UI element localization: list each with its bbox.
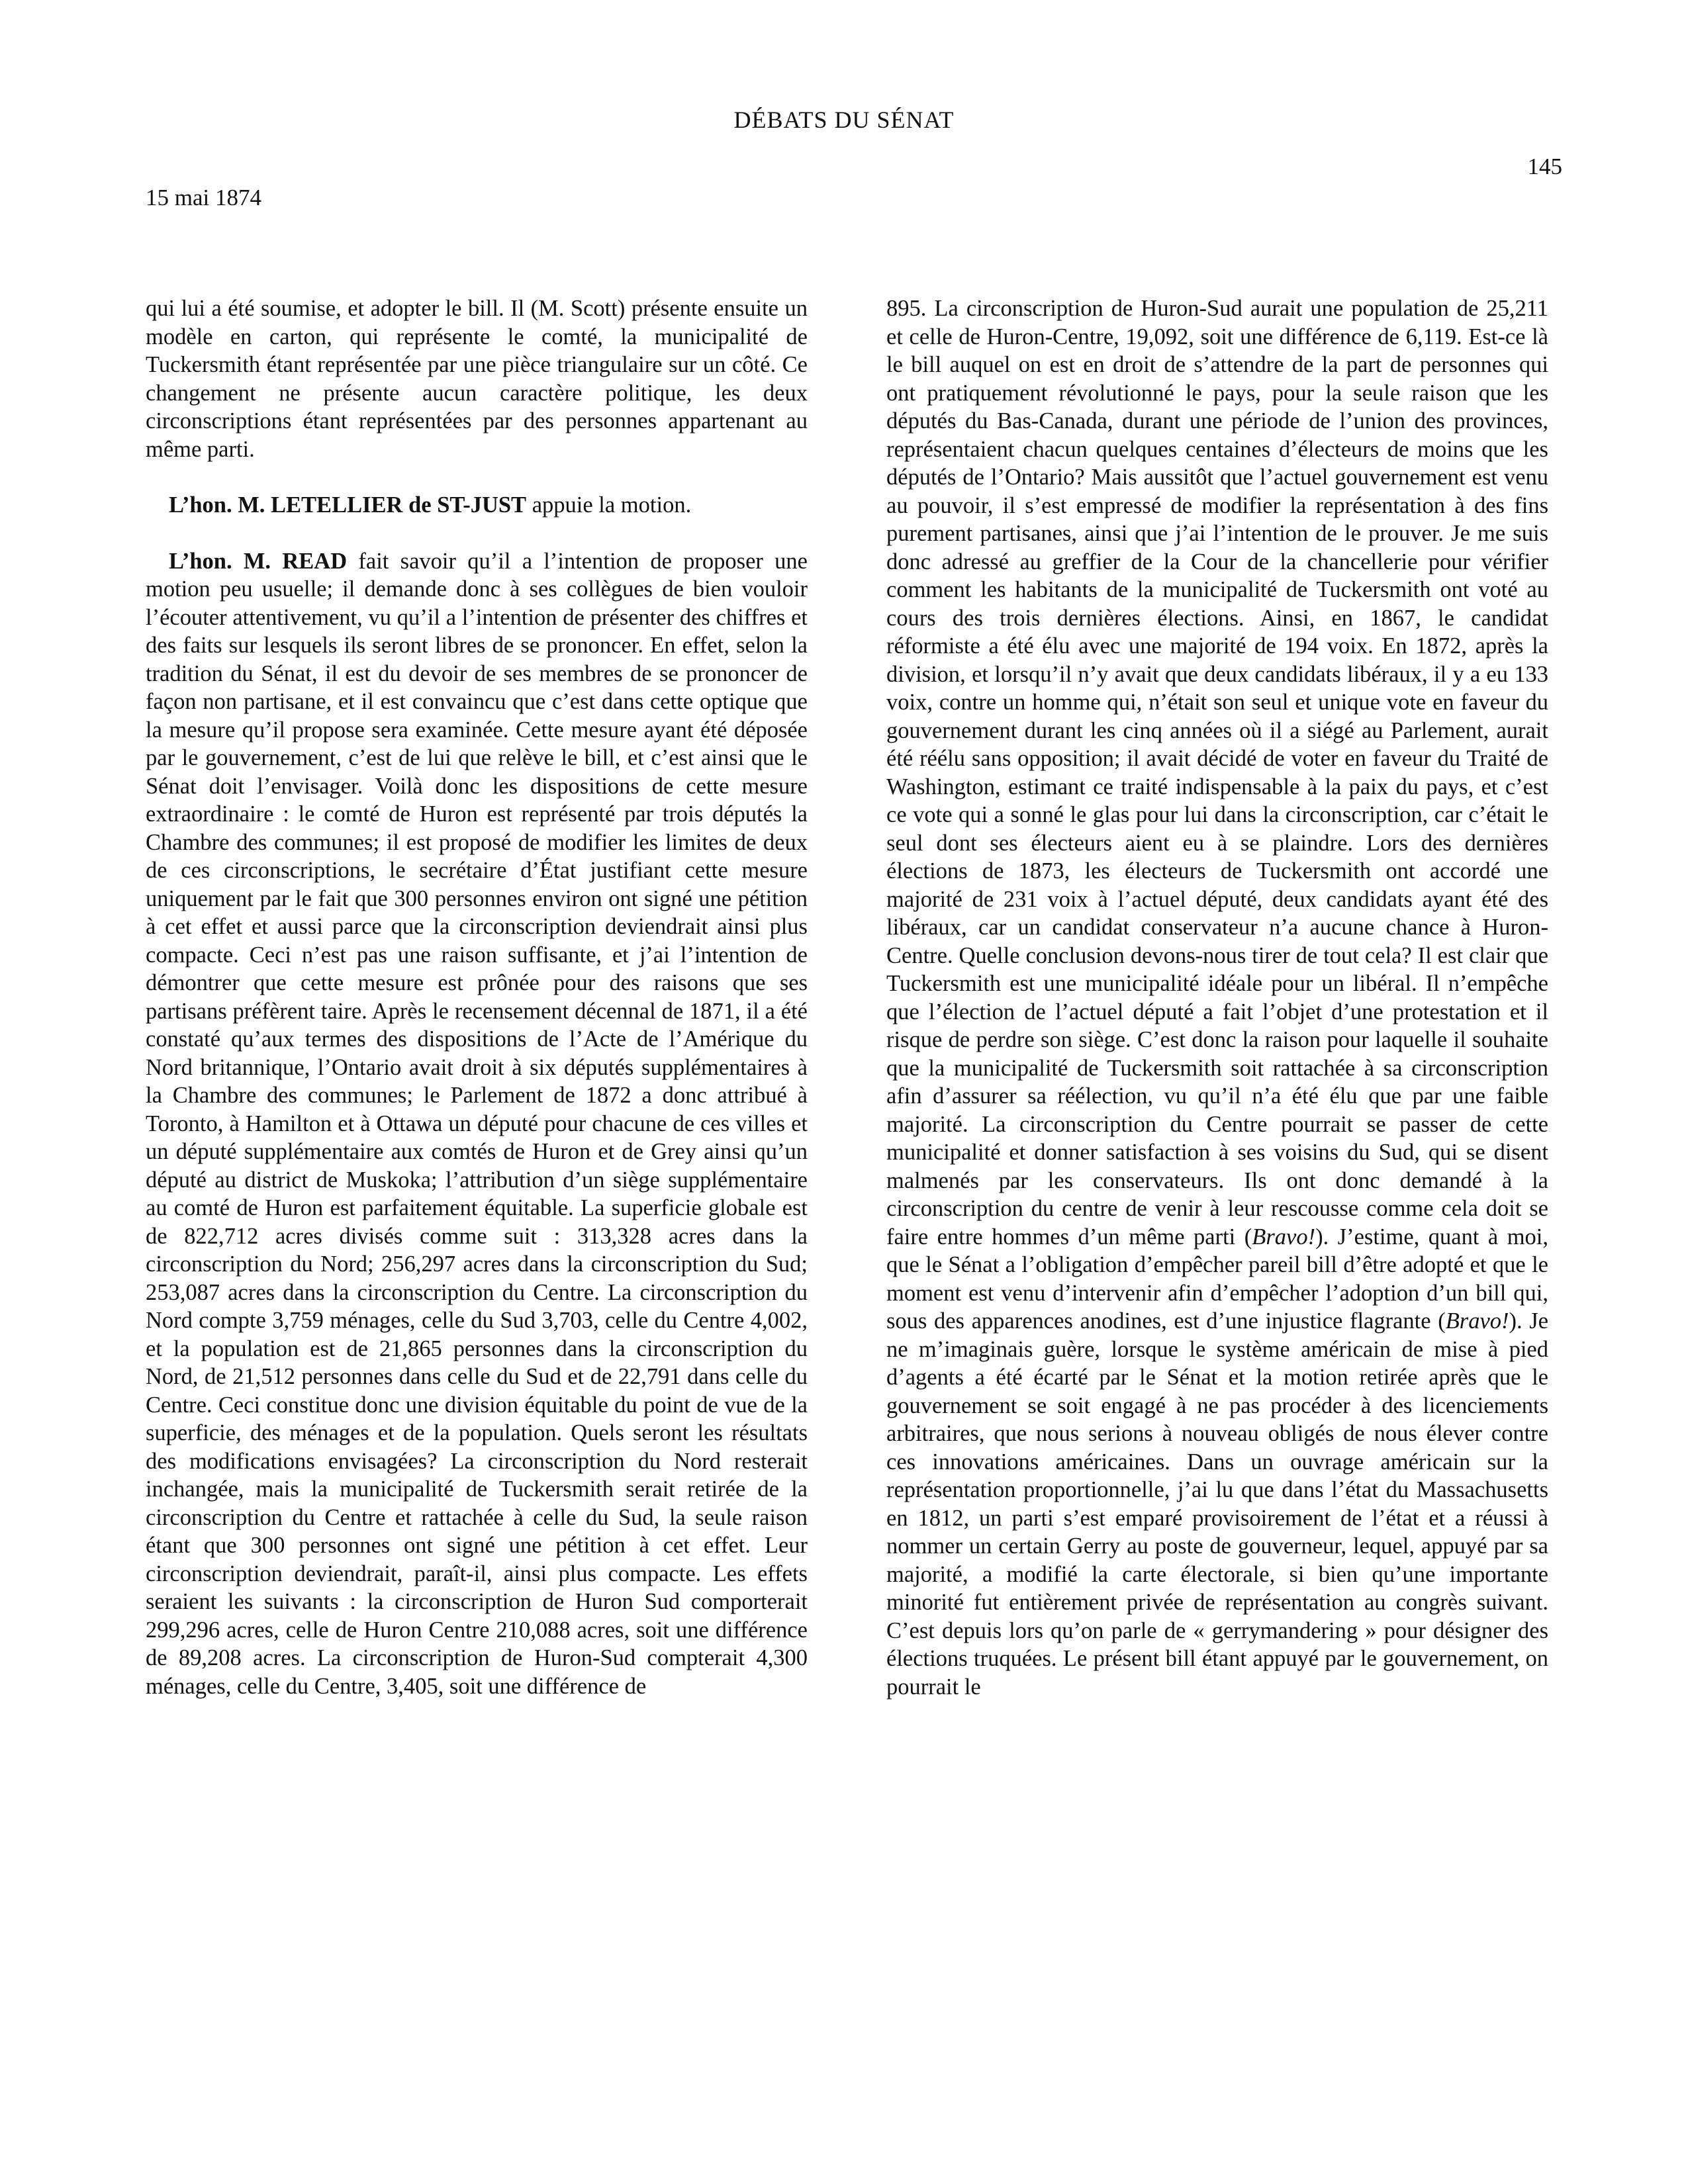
paragraph-text: fait savoir qu’il a l’intention de proposer une motion peu usuelle; il demande donc à ses collègues de bien vouloir l’écouter attentivement, vu qu’il a l’intention de présenter des chiffres et des faits sur lesquels ils seront libres de se prononcer. En effet, selon la tradition du Sénat, il est du devoir de ses membres de se prononcer de façon non partisane, et il est convaincu que c’est dans cette optique que la mesure qu’il propose sera examinée. Cette mesure ayant été déposée par le gouvernement, c’est de lui que relève le bill, et c’est ainsi que le Sénat doit l’envisager. Voilà donc les dispositions de cette mesure extraordinaire : le comté de Huron est représenté par trois députés la Chambre des communes; il est proposé de modifier les limites de deux de ces circonscriptions, le secrétaire d’État justifiant cette mesure uniquement par le fait que 300 personnes environ ont signé une pétition à cet effet et aussi parce que la circonscription deviendrait ainsi plus compacte. Ceci n’est pas une raison suffisante, et j’ai l’intention de démontrer que cette mesure est prônée pour des raisons que ses partisans préfèrent taire. Après le recensement décennal de 1871, il a été constaté qu’aux termes des dispositions de l’Acte de l’Amérique du Nord britannique, l’Ontario avait droit à six députés supplémentaires à la Chambre des communes; le Parlement de 1872 a donc attribué à Toronto, à Hamilton et à Ottawa un député pour chacune de ces villes et un député supplémentaire aux comtés de Huron et de Grey ainsi qu’un député au district de Muskoka; l’attribution d’un siège supplémentaire au comté de Huron est parfaitement équitable. La superficie globale est de 822,712 acres divisés comme suit : 313,328 acres dans la circonscription du Nord; 256,297 acres dans la circonscription du Sud; 253,087 acres dans la circonscription du Centre. La circonscription du Nord compte 3,759 ménages, celle du Sud 3,703, celle du Centre 4,002, et la population est de 21,865 personnes dans la circonscription du Nord, de 21,512 personnes dans celle du Sud et de 22,791 dans celle du Centre. Ceci constitue donc une division équitable du point de vue de la superficie, des ménages et de la population. Quels seront les résultats des modifications envisagées? La circonscription du Nord resterait inchangée, mais la municipalité de Tuckersmith serait retirée de la circonscription du Centre et rattachée à celle du Sud, la seule raison étant que 300 personnes ont signé une pétition à cet effet. Leur circonscription deviendrait, paraît-il, ainsi plus compacte. Les effets seraient les suivants : la circonscription de Huron Sud comporterait 299,296 acres, celle de Huron Centre 210,088 acres, soit une différence de 89,208 acres. La circonscription de Huron-Sud compterait 4,300 ménages, celle du Centre, 3,405, soit une différence de	[146, 548, 808, 1699]
paragraph-text: 895. La circonscription de Huron-Sud aurait une population de 25,211 et celle de Huron-Centre, 19,092, soit une différence de 6,119. Est-ce là le bill auquel on est en droit de s’attendre de la part de personnes qui ont pratiquement révolutionné le pays, pour la seule raison que les députés du Bas-Canada, durant une période de l’union des provinces, représentaient chacun quelques centaines d’électeurs de moins que les députés de l’Ontario? Mais aussitôt que l’actuel gouvernement est venu au pouvoir, il s’est empressé de modifier la représentation à des fins purement partisanes, ainsi que j’ai l’intention de le prouver. Je me suis donc adressé au greffier de la Cour de la chancellerie pour vérifier comment les habitants de la municipalité de Tuckersmith ont voté au cours des trois dernières élections. Ainsi, en 1867, le candidat réformiste a été élu avec une majorité de 194 voix. En 1872, après la division, et lorsqu’il n’y avait que deux candidats libéraux, il y a eu 133 voix, contre un homme qui, n’était son seul et unique vote en faveur du gouvernement durant les cinq années où il a siégé au Parlement, aurait été réélu sans opposition; il avait décidé de voter en faveur du Traité de Washington, estimant ce traité indispensable à la paix du pays, et c’est ce vote qui a sonné le glas pour lui dans la circonscription, car c’était le seul dont ses électeurs aient eu à se plaindre. Lors des dernières élections de 1873, les électeurs de Tuckersmith ont accordé une majorité de 231 voix à l’actuel député, deux candidats ayant été des libéraux, car un candidat conservateur n’a aucune chance à Huron-Centre. Quelle conclusion devons-nous tirer de tout cela? Il est clair que Tuckersmith est une municipalité idéale pour un libéral. Il n’empêche que l’élection de l’actuel député a fait l’objet d’une protestation et il risque de perdre son siège. C’est donc la raison pour laquelle il souhaite que la municipalité de Tuckersmith soit rattachée à sa circonscription afin d’assurer sa réélection, vu qu’il n’a été élu que par une faible majorité. La circonscription du Centre pourrait se passer de cette municipalité et donner satisfaction à ses voisins du Sud, qui se disent malmenés par les conservateurs. Ils ont donc demandé à la circonscription du centre de venir à leur rescousse comme cela doit se faire entre hommes d’un même parti (	[886, 296, 1548, 1250]
paragraph-text: ). J’estime, quant à moi, que le Sénat a l’obligation d’empêcher pareil bill d’être adopté et que le moment est venu d’intervenir afin d’empêcher l’adoption d’un bill qui, sous des apparences anodines, est d’une injustice flagrante (	[886, 1224, 1548, 1334]
paragraph-text: ). Je ne m’imaginais guère, lorsque le système américain de mise à pied d’agents a été écarté par le Sénat et la motion retirée après que le gouvernement se soit engagé à ne pas procéder à des licenciements arbitraires, que nous serions à nouveau obligés de nous élever contre ces innovations américaines. Dans un ouvrage américain sur la représentation proportionnelle, j’ai lu que dans l’état du Massachusetts en 1812, un parti s’est emparé provisoirement de l’état et a réussi à nommer un certain Gerry au poste de gouverneur, lequel, appuyé par sa majorité, a modifié la carte électorale, si bien qu’une importante minorité fut entièrement privée de représentation au congrès suivant. C’est depuis lors qu’on parle de « gerrymandering » pour désigner des élections truquées. Le présent bill étant appuyé par le gouvernement, on pourrait le	[886, 1308, 1548, 1700]
paragraph-text: appuie la motion.	[526, 492, 692, 518]
running-title: DÉBATS DU SÉNAT	[733, 107, 955, 133]
paragraph-read-continued	[886, 295, 1548, 1701]
interjection: Bravo!	[1252, 1224, 1316, 1250]
right-column	[886, 295, 1548, 1701]
paragraph-read	[146, 547, 808, 1701]
paragraph-continuation: qui lui a été soumise, et adopter le bill. Il (M. Scott) présente ensuite un modèle en carton, qui représente le comté, la municipalité de Tuckersmith étant représentée par une pièce triangulaire sur un côté. Ce changement ne présente aucun caractère politique, les deux circonscriptions étant représentées par des personnes appartenant au même parti.	[146, 296, 808, 462]
speaker-name: L’hon. M. READ	[169, 548, 348, 574]
page-number: 145	[1527, 154, 1562, 179]
paragraph-letellier	[146, 491, 808, 520]
page-date: 15 mai 1874	[146, 185, 261, 210]
speaker-name: L’hon. M. LETELLIER de ST-JUST	[169, 492, 527, 518]
left-column	[146, 295, 808, 1700]
interjection: Bravo!	[1445, 1308, 1509, 1334]
